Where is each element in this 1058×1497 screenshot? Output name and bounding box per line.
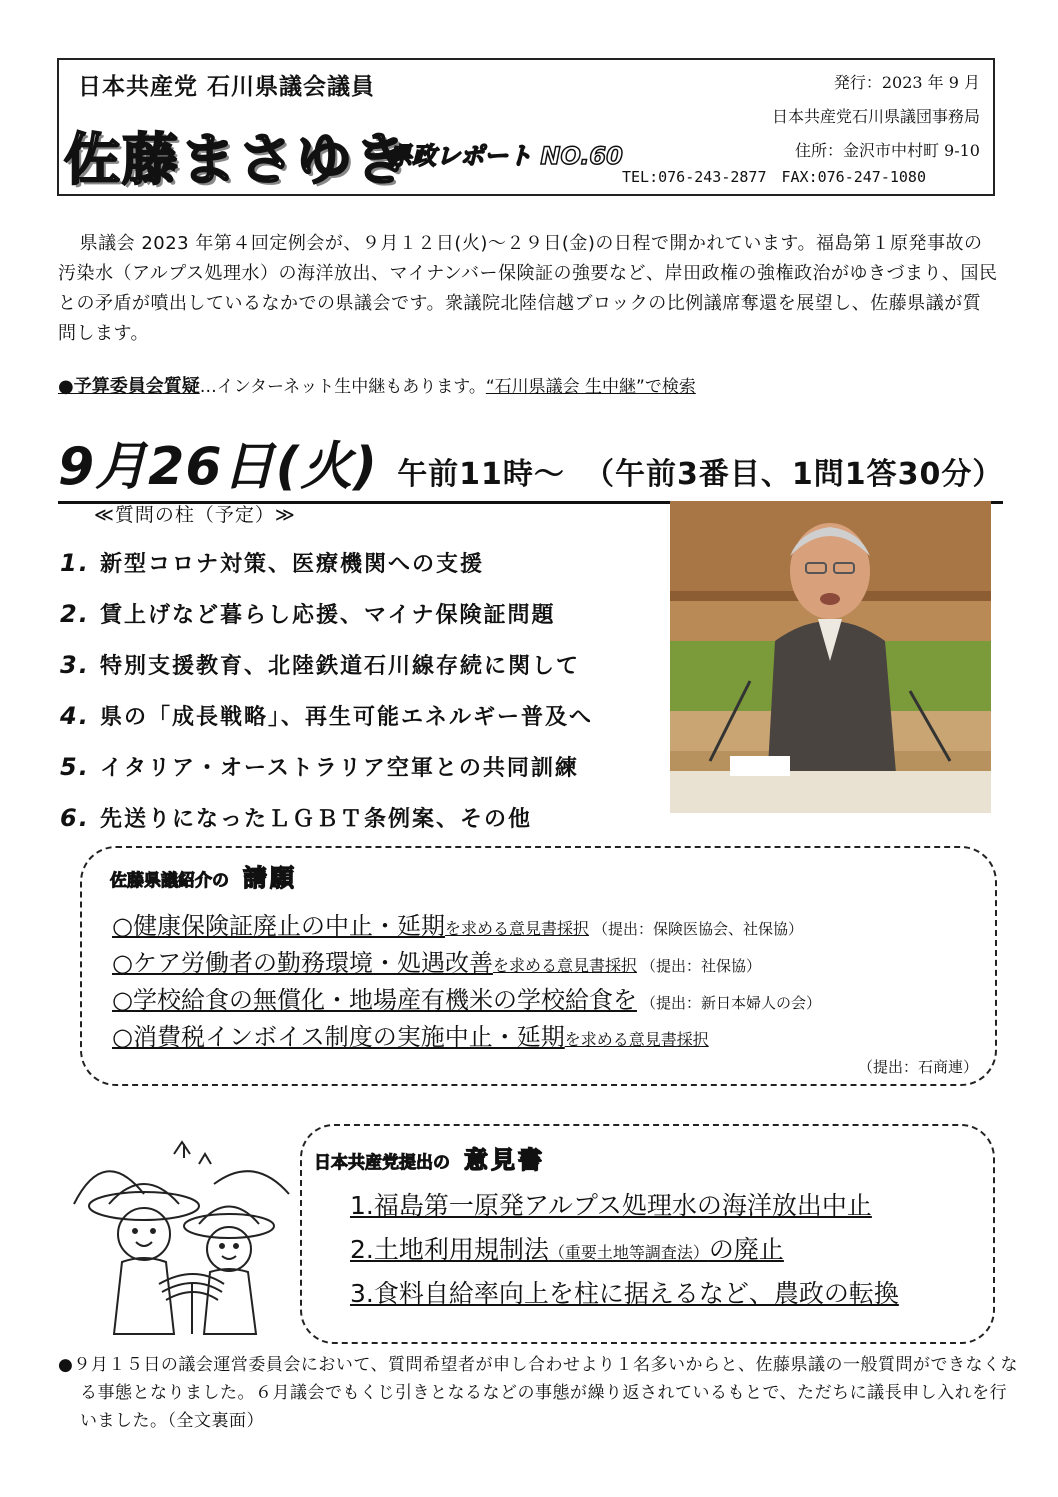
question-text: 先送りになったＬＧＢＴ条例案、その他 — [100, 807, 533, 832]
questions-list — [60, 547, 593, 853]
question-text: イタリア・オーストラリア空軍との共同訓練 — [100, 756, 579, 781]
issue-info — [772, 66, 980, 168]
question-text: 特別支援教育、北陸鉄道石川線存続に関して — [100, 654, 581, 679]
speaker-photo-image — [670, 501, 991, 813]
opinion-text: 2.土地利用規制法 — [350, 1235, 549, 1264]
question-item — [60, 700, 593, 751]
petition-item — [112, 943, 821, 980]
question-number: 4. — [60, 702, 90, 730]
farmers-illustration — [64, 1134, 296, 1344]
opinion-heading-prefix: 日本共産党提出の — [314, 1153, 450, 1173]
question-item — [60, 649, 593, 700]
farmers-illustration-image — [64, 1134, 296, 1344]
petition-source: （提出：新日本婦人の会） — [640, 994, 821, 1012]
petition-heading-title: 請願 — [243, 864, 297, 892]
question-item — [60, 547, 593, 598]
budget-heading: ●予算委員会質疑 — [58, 376, 200, 397]
report-number: 県政レポート NO.60 — [388, 142, 623, 170]
question-item — [60, 598, 593, 649]
petition-source: （提出：社保協） — [640, 957, 761, 975]
tel-fax: TEL:076-243-2877 FAX:076-247-1080 — [622, 168, 926, 186]
question-time: 午前11時～ — [397, 457, 565, 492]
footer-note: ●９月１５日の議会運営委員会において、質問希望者が申し合わせより１名多いからと、佐藤県議の一般質問ができなくなる事態となりました。６月議会でもくじ引きとなるなどの事態が繰り返されているもとで、ただちに議長申し入れを行いました。（全文裏面） — [58, 1355, 1018, 1431]
question-date: 9月26日(火) — [58, 437, 379, 497]
opinion-text: 1.福島第一原発アルプス処理水の海洋放出中止 — [350, 1191, 872, 1220]
petition-heading-prefix: 佐藤県議紹介の — [110, 871, 229, 891]
petition-item — [112, 1017, 821, 1054]
opinion-list — [350, 1186, 899, 1318]
question-number: 1. — [60, 549, 90, 577]
petition-list — [112, 906, 821, 1054]
budget-note: …インターネット生中継もあります。 — [199, 377, 486, 397]
opinion-heading — [314, 1140, 545, 1175]
question-text: 新型コロナ対策、医療機関への支援 — [100, 552, 485, 577]
speaker-photo — [670, 501, 991, 813]
issue-date: 発行：2023 年 9 月 — [833, 73, 980, 92]
opinion-item — [350, 1230, 899, 1274]
budget-committee-line — [58, 372, 696, 398]
opinion-tail: の廃止 — [708, 1235, 784, 1264]
office-name: 日本共産党石川県議団事務局 — [771, 107, 980, 126]
politician-name: 佐藤まさゆき — [64, 128, 412, 193]
petition-title: ○ケア労働者の勤務環境・処遇改善 — [112, 949, 493, 977]
opinion-text: 3.食料自給率向上を柱に据えるなど、農政の転換 — [350, 1279, 899, 1308]
office-address: 住所：金沢市中村町 9-10 — [794, 141, 980, 160]
question-number: 3. — [60, 651, 90, 679]
question-date-line — [58, 424, 1003, 504]
petition-item — [112, 980, 821, 1017]
petition-title: ○学校給食の無償化・地場産有機米の学校給食を — [112, 986, 637, 1014]
petition-request: を求める意見書採択 — [492, 956, 637, 975]
question-number: 2. — [60, 600, 90, 628]
question-text: 県の「成長戦略」、再生可能エネルギー普及へ — [100, 705, 594, 730]
petition-heading — [110, 858, 297, 893]
petition-title: ○消費税インボイス制度の実施中止・延期 — [112, 1023, 565, 1051]
opinion-heading-title: 意見書 — [464, 1146, 545, 1174]
question-item — [60, 751, 593, 802]
opinion-item — [350, 1186, 899, 1230]
question-number: 5. — [60, 753, 90, 781]
opinion-item — [350, 1274, 899, 1318]
petition-request: を求める意見書採択 — [564, 1030, 709, 1049]
question-detail: （午前3番目、1問1答30分） — [584, 457, 1004, 492]
petition-item — [112, 906, 821, 943]
petition-source-last: （提出：石商連） — [857, 1058, 978, 1076]
questions-heading: ≪質問の柱（予定）≫ — [94, 504, 296, 526]
intro-paragraph: 県議会 2023 年第４回定例会が、９月１２日(火)～２９日(金)の日程で開かれています。福島第１原発事故の汚染水（アルプス処理水）の海洋放出、マイナンバー保険証の強要など、岸田政権の強権政治がゆきづまり、国民との矛盾が噴出しているなかでの県議会です。衆議院北陸信越ブロックの比例議席奪還を展望し、佐藤県議が質問します。 — [58, 233, 998, 344]
petition-title: ○健康保険証廃止の中止・延期 — [112, 912, 445, 940]
question-number: 6. — [60, 804, 90, 832]
question-text: 賃上げなど暮らし応援、マイナ保険証問題 — [100, 603, 556, 628]
party-line: 日本共産党 石川県議会議員 — [78, 74, 376, 100]
opinion-sub: （重要土地等調査法） — [548, 1243, 709, 1262]
petition-request: を求める意見書採択 — [444, 919, 589, 938]
search-hint: “石川県議会 生中継”で検索 — [485, 377, 696, 397]
petition-source: （提出：保険医協会、社保協） — [592, 920, 803, 938]
